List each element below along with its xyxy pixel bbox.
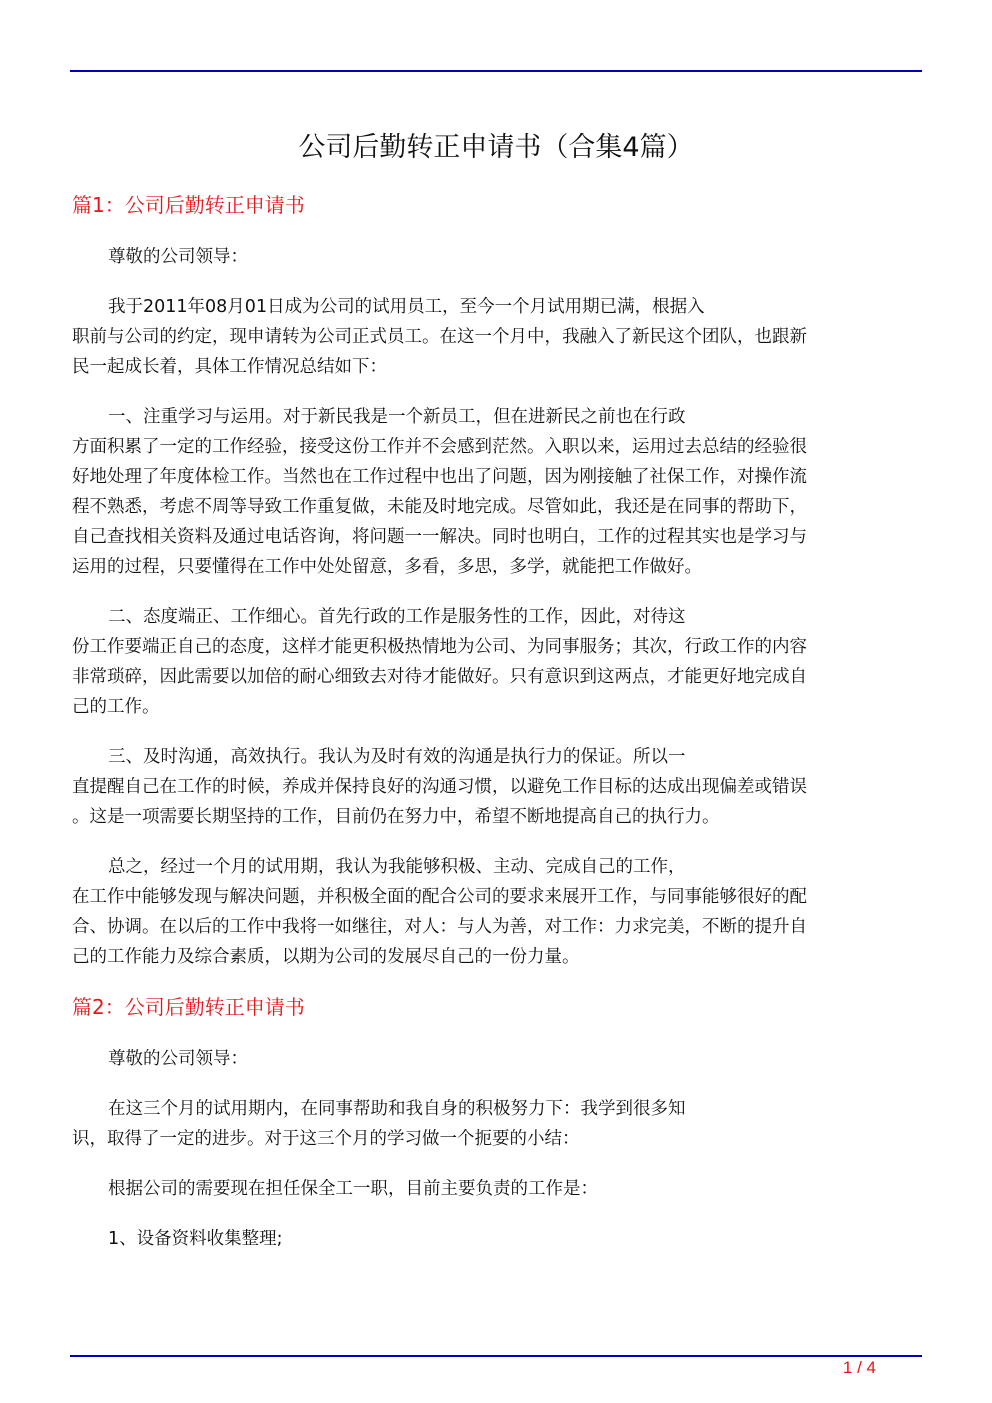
paragraph xyxy=(72,242,917,272)
paragraph-line: 在工作中能够发现与解决问题，并积极全面的配合公司的要求来展开工作，与同事能够很好的配 xyxy=(72,887,807,907)
paragraph-line: 二、态度端正、工作细心。首先行政的工作是服务性的工作，因此，对待这 xyxy=(108,607,686,627)
paragraph-line: 非常琐碎，因此需要以加倍的耐心细致去对待才能做好。只有意识到这两点，才能更好地完成自 xyxy=(72,667,807,687)
paragraph-line: 己的工作。 xyxy=(72,697,160,717)
paragraph xyxy=(72,292,917,382)
header-rule xyxy=(70,70,922,72)
paragraph-line: 好地处理了年度体检工作。当然也在工作过程中也出了问题，因为刚接触了社保工作，对操作流 xyxy=(72,467,807,487)
paragraph-line: 尊敬的公司领导： xyxy=(108,1049,248,1069)
paragraph-line: 尊敬的公司领导： xyxy=(108,247,248,267)
paragraph xyxy=(72,1224,917,1254)
paragraph-line: 识，取得了一定的进步。对于这三个月的学习做一个扼要的小结： xyxy=(72,1129,580,1149)
paragraph-line: 合、协调。在以后的工作中我将一如继往，对人：与人为善，对工作：力求完美，不断的提升自 xyxy=(72,917,807,937)
document-body xyxy=(72,190,917,1274)
footer-rule xyxy=(70,1355,922,1357)
paragraph-line: 总之，经过一个月的试用期，我认为我能够积极、主动、完成自己的工作， xyxy=(108,857,686,877)
paragraph xyxy=(72,1094,917,1154)
paragraph-line: 一、注重学习与运用。对于新民我是一个新员工，但在进新民之前也在行政 xyxy=(108,407,686,427)
paragraph-line: 己的工作能力及综合素质，以期为公司的发展尽自己的一份力量。 xyxy=(72,947,580,967)
section-heading: 篇2：公司后勤转正申请书 xyxy=(72,995,305,1019)
paragraph xyxy=(72,742,917,832)
paragraph xyxy=(72,852,917,972)
paragraph-line: 份工作要端正自己的态度，这样才能更积极热情地为公司、为同事服务；其次，行政工作的内容 xyxy=(72,637,807,657)
paragraph-line: 直提醒自己在工作的时候，养成并保持良好的沟通习惯，以避免工作目标的达成出现偏差或错误 xyxy=(72,777,807,797)
paragraph-line: 在这三个月的试用期内，在同事帮助和我自身的积极努力下：我学到很多知 xyxy=(108,1099,686,1119)
paragraph-line: 自己查找相关资料及通过电话咨询，将问题一一解决。同时也明白，工作的过程其实也是学习与 xyxy=(72,527,807,547)
section-heading: 篇1：公司后勤转正申请书 xyxy=(72,193,305,217)
document-title: 公司后勤转正申请书（合集4篇） xyxy=(298,132,694,163)
paragraph-line: 民一起成长着，具体工作情况总结如下： xyxy=(72,357,387,377)
paragraph-line: 运用的过程，只要懂得在工作中处处留意，多看，多思，多学，就能把工作做好。 xyxy=(72,557,702,577)
page-number: 1 / 4 xyxy=(842,1358,876,1377)
paragraph-line: 我于2011年08月01日成为公司的试用员工，至今一个月试用期已满，根据入 xyxy=(108,297,705,317)
paragraph-line: 根据公司的需要现在担任保全工一职，目前主要负责的工作是： xyxy=(108,1179,598,1199)
paragraph xyxy=(72,402,917,582)
paragraph xyxy=(72,602,917,722)
paragraph-line: 1、设备资料收集整理; xyxy=(108,1229,283,1249)
paragraph-line: 程不熟悉，考虑不周等导致工作重复做，未能及时地完成。尽管如此，我还是在同事的帮助下， xyxy=(72,497,807,517)
paragraph-line: 。这是一项需要长期坚持的工作，目前仍在努力中，希望不断地提高自己的执行力。 xyxy=(72,807,720,827)
paragraph-line: 职前与公司的约定，现申请转为公司正式员工。在这一个月中，我融入了新民这个团队，也跟新 xyxy=(72,327,807,347)
paragraph-line: 方面积累了一定的工作经验，接受这份工作并不会感到茫然。入职以来，运用过去总结的经验很 xyxy=(72,437,807,457)
paragraph xyxy=(72,1174,917,1204)
paragraph xyxy=(72,1044,917,1074)
paragraph-line: 三、及时沟通，高效执行。我认为及时有效的沟通是执行力的保证。所以一 xyxy=(108,747,686,767)
